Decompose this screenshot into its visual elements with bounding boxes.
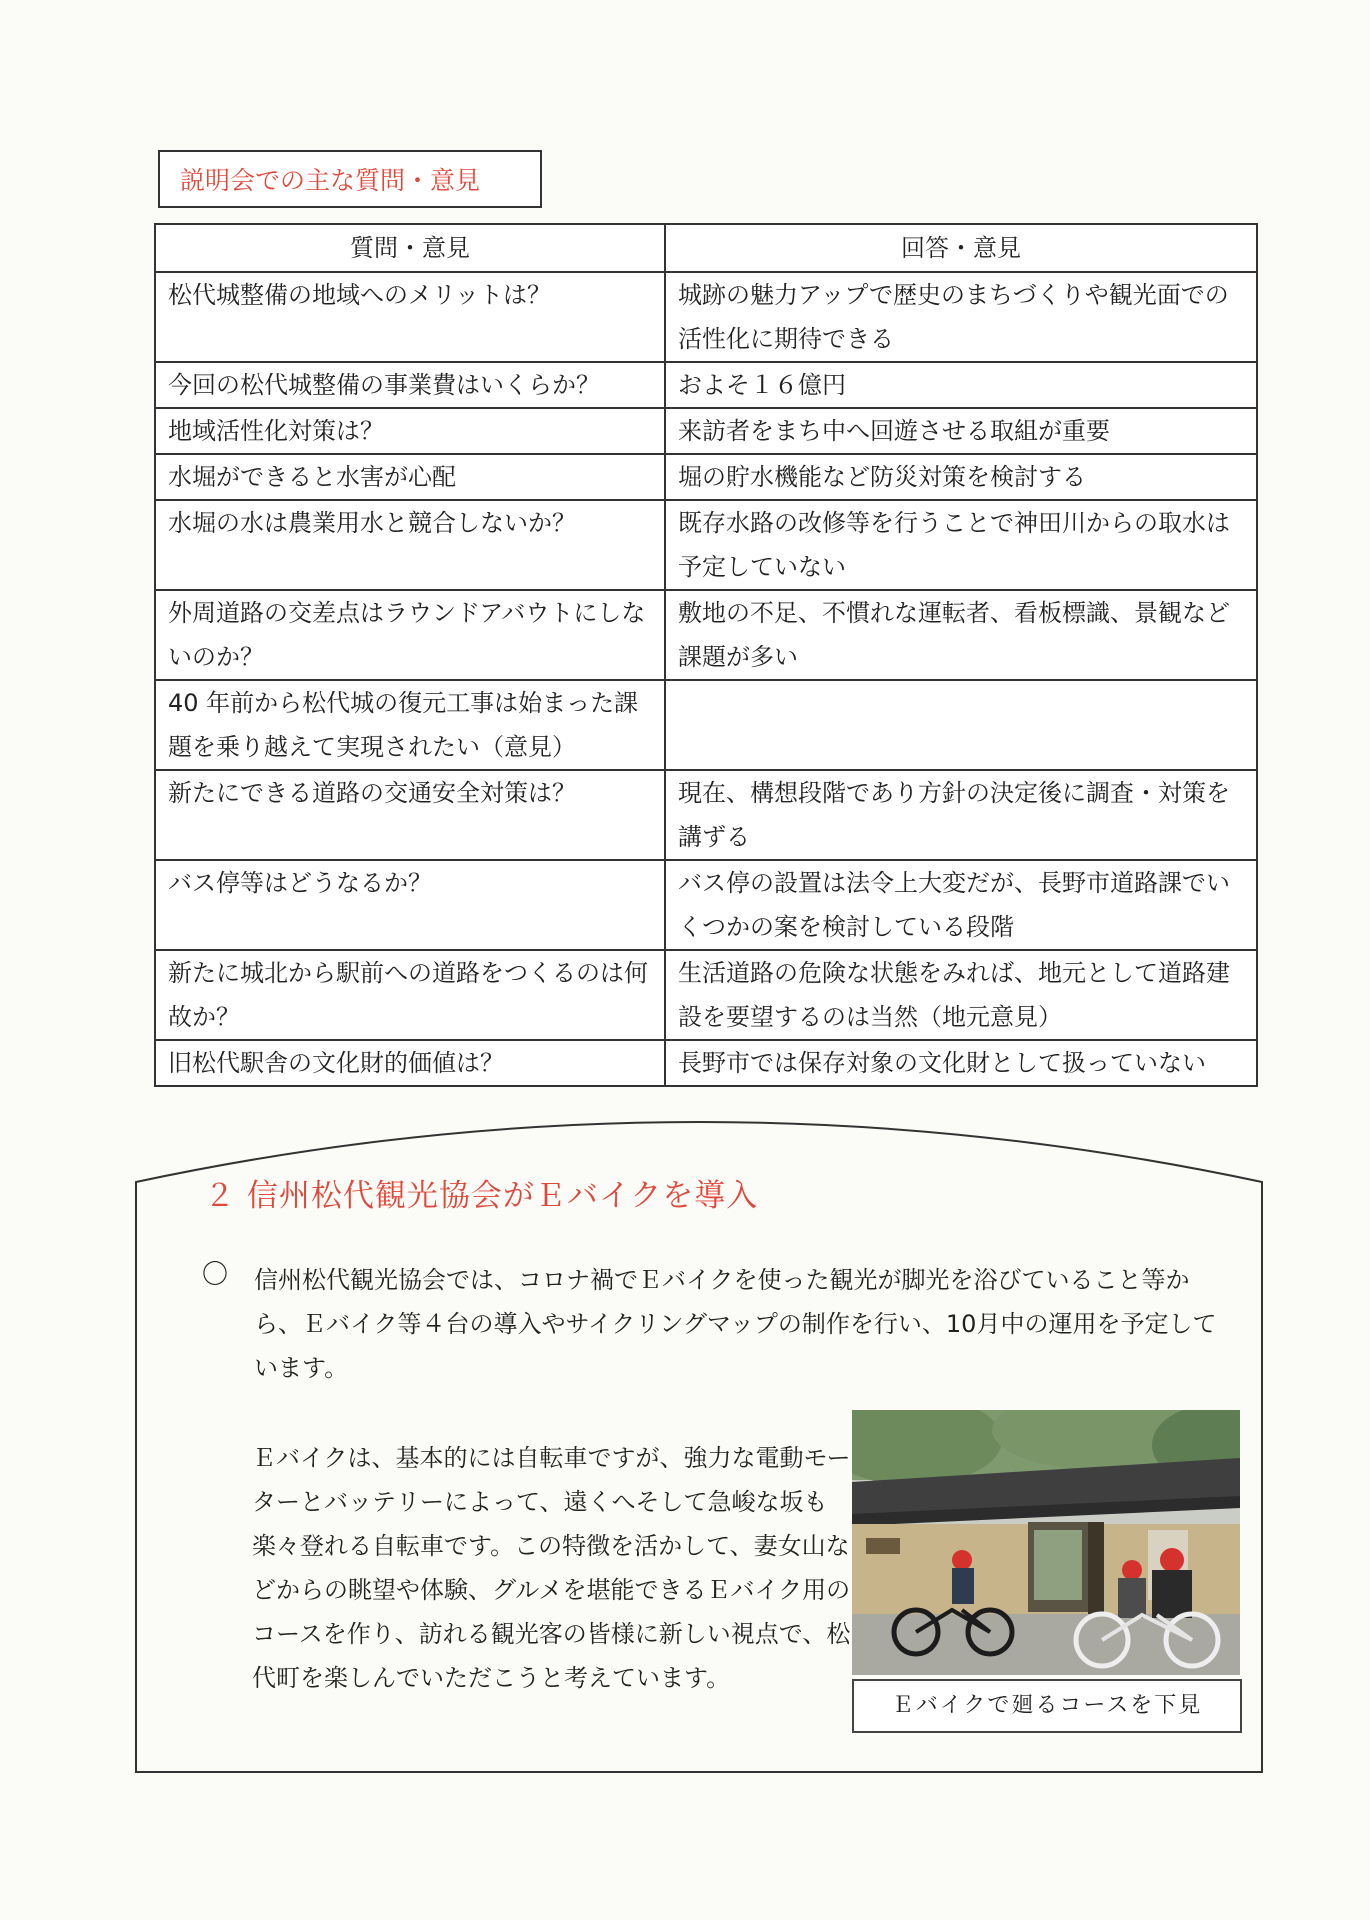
ebike-photo (852, 1410, 1240, 1675)
question-cell: 水堀の水は農業用水と競合しないか？ (155, 500, 665, 590)
table-row (155, 362, 1257, 408)
table-row (155, 272, 1257, 362)
photo-caption: Ｅバイクで廻るコースを下見 (852, 1679, 1242, 1733)
answer-cell: バス停の設置は法令上大変だが、長野市道路課でいくつかの案を検討している段階 (665, 860, 1257, 950)
ebike-description: Ｅバイクは、基本的には自転車ですが、強力な電動モーターとバッテリーによって、遠くへそして急峻な坂も楽々登れる自転車です。この特徴を活かして、妻女山などからの眺望や体験、グルメを堪能できるＥバイク用のコースを作り、訪れる観光客の皆様に新しい視点で、松代町を楽しんでいただこうと考えています。 (252, 1444, 851, 1692)
table-row (155, 408, 1257, 454)
answer-cell: 既存水路の改修等を行うことで神田川からの取水は予定していない (665, 500, 1257, 590)
column-header-question: 質問・意見 (155, 224, 665, 272)
answer-cell (665, 680, 1257, 770)
question-cell: 地域活性化対策は？ (155, 408, 665, 454)
photo-card (852, 1410, 1240, 1734)
qa-table (154, 223, 1258, 1087)
section-label: 説明会での主な質問・意見 (158, 150, 542, 208)
answer-cell: 現在、構想段階であり方針の決定後に調査・対策を講ずる (665, 770, 1257, 860)
table-row (155, 454, 1257, 500)
question-cell: 40 年前から松代城の復元工事は始まった課題を乗り越えて実現されたい（意見） (155, 680, 665, 770)
answer-cell: 城跡の魅力アップで歴史のまちづくりや観光面での活性化に期待できる (665, 272, 1257, 362)
question-cell: 松代城整備の地域へのメリットは？ (155, 272, 665, 362)
intro-paragraph: 信州松代観光協会では、コロナ禍でＥバイクを使った観光が脚光を浴びていること等から、Ｅバイク等４台の導入やサイクリングマップの制作を行い、10月中の運用を予定しています。 (254, 1266, 1217, 1382)
answer-cell: 堀の貯水機能など防災対策を検討する (665, 454, 1257, 500)
table-row (155, 500, 1257, 590)
column-header-answer: 回答・意見 (665, 224, 1257, 272)
table-row (155, 860, 1257, 950)
bullet-mark: 〇 (202, 1260, 229, 1290)
ebike-section (134, 1120, 1264, 1775)
answer-cell: 長野市では保存対象の文化財として扱っていない (665, 1040, 1257, 1086)
table-header-row (155, 224, 1257, 272)
answer-cell: 来訪者をまち中へ回遊させる取組が重要 (665, 408, 1257, 454)
table-row (155, 590, 1257, 680)
question-cell: 旧松代駅舎の文化財的価値は？ (155, 1040, 665, 1086)
answer-cell: およそ１６億円 (665, 362, 1257, 408)
answer-cell: 生活道路の危険な状態をみれば、地元として道路建設を要望するのは当然（地元意見） (665, 950, 1257, 1040)
answer-cell: 敷地の不足、不慣れな運転者、看板標識、景観など課題が多い (665, 590, 1257, 680)
table-row (155, 1040, 1257, 1086)
question-cell: 今回の松代城整備の事業費はいくらか？ (155, 362, 665, 408)
question-cell: 水堀ができると水害が心配 (155, 454, 665, 500)
table-row (155, 680, 1257, 770)
question-cell: 新たにできる道路の交通安全対策は？ (155, 770, 665, 860)
section-title: ２ 信州松代観光協会がＥバイクを導入 (204, 1178, 759, 1214)
question-cell: 外周道路の交差点はラウンドアバウトにしないのか？ (155, 590, 665, 680)
table-row (155, 770, 1257, 860)
question-cell: バス停等はどうなるか？ (155, 860, 665, 950)
table-row (155, 950, 1257, 1040)
question-cell: 新たに城北から駅前への道路をつくるのは何故か？ (155, 950, 665, 1040)
